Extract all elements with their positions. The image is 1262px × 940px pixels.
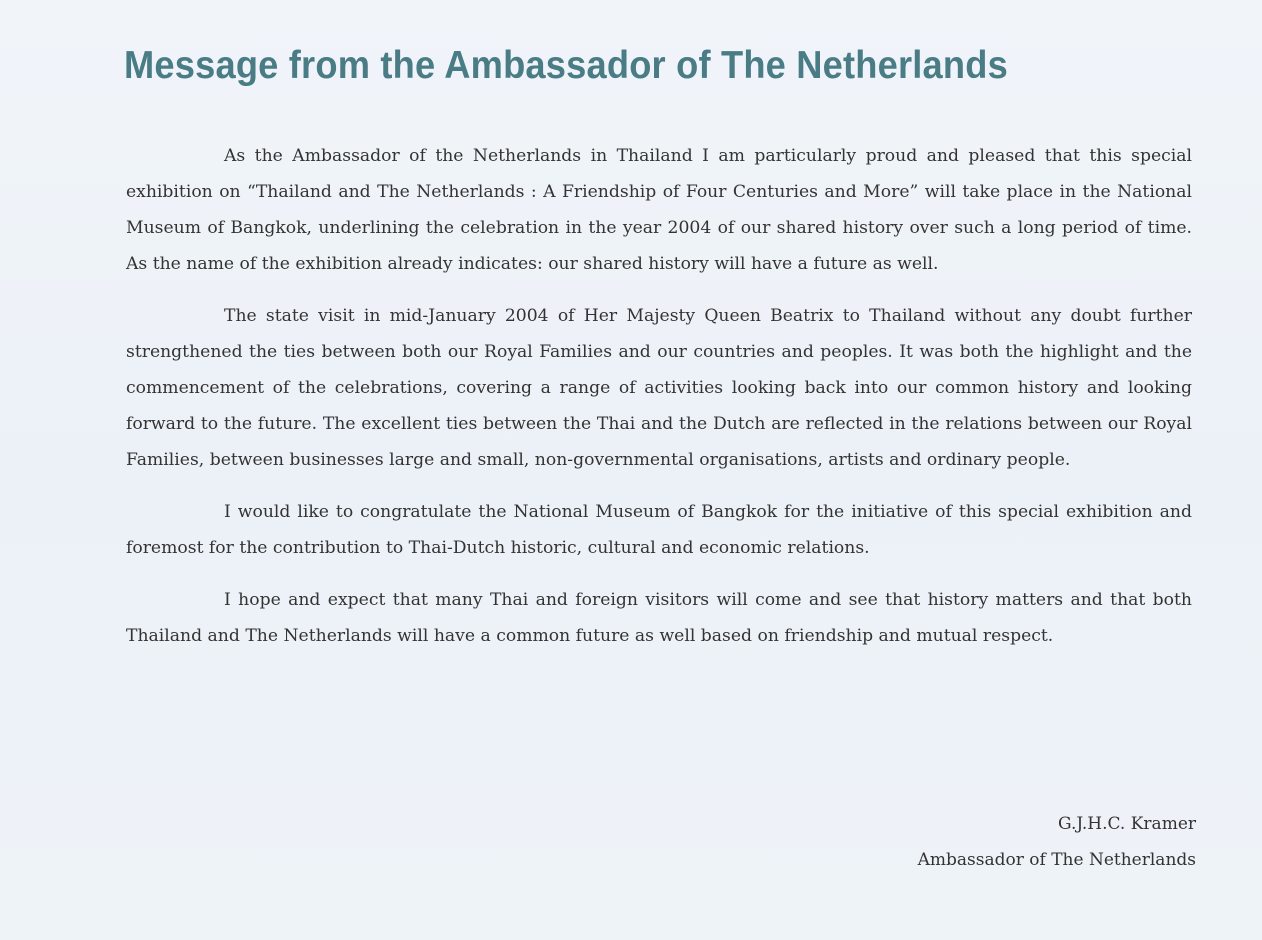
signatory-position: Ambassador of The Netherlands	[917, 850, 1196, 870]
paragraph-2: The state visit in mid-January 2004 of Her Majesty Queen Beatrix to Thailand without any doubt further strengthened the ties between both our Royal Families and our countries and peoples. It was both the highlight and the commencement of the celebrations, covering a range of activities looking back into our common history and looking forward to the future. The excellent ties between the Thai and the Dutch are reflected in the relations between our Royal Families, between businesses large and small, non-governmental organisations, artists and ordinary people.	[126, 306, 1192, 470]
paragraph-1: As the Ambassador of the Netherlands in Thailand I am particularly proud and pleased that this special exhibition on “Thailand and The Netherlands : A Friendship of Four Centuries and More” will take place in the National Museum of Bangkok, underlining the celebration in the year 2004 of our shared history over such a long period of time. As the name of the exhibition already indicates: our shared history will have a future as well.	[126, 146, 1192, 274]
paragraph-3: I would like to congratulate the National Museum of Bangkok for the initiative of this special exhibition and foremost for the contribution to Thai-Dutch historic, cultural and economic relations.	[126, 502, 1192, 558]
paragraph-4: I hope and expect that many Thai and foreign visitors will come and see that history matters and that both Thailand and The Netherlands will have a common future as well based on friendship and mutual respect.	[126, 590, 1192, 646]
message-body	[126, 138, 1192, 670]
page-title: Message from the Ambassador of The Netherlands	[124, 44, 1008, 87]
signature-block	[918, 806, 1196, 878]
signatory-name: G.J.H.C. Kramer	[1058, 814, 1196, 834]
